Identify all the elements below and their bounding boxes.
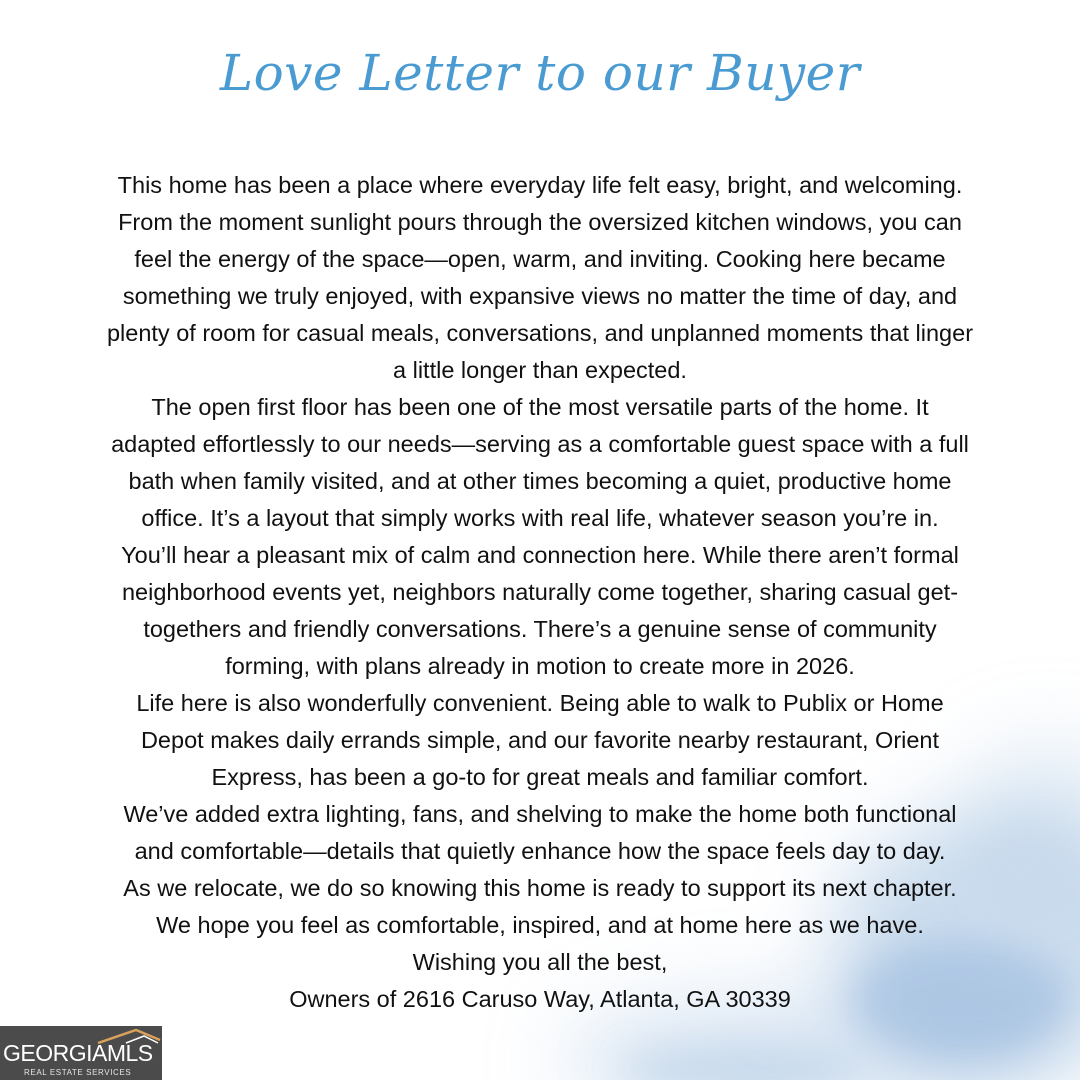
logo-wordmark-georgia: GEORGIA xyxy=(3,1040,107,1066)
letter-line: We’ve added extra lighting, fans, and shelving to make the home both functional xyxy=(123,801,957,827)
letter-line: neighborhood events yet, neighbors naturally come together, sharing casual get- xyxy=(121,579,959,605)
letter-line: We hope you feel as comfortable, inspired, and at home here as we have. xyxy=(156,912,924,938)
page-title: Love Letter to our Buyer xyxy=(219,44,861,102)
letter-line: As we relocate, we do so knowing this home is ready to support its next chapter. xyxy=(123,875,957,901)
logo-wordmark-mls: MLS xyxy=(106,1040,153,1066)
letter-line: The open first floor has been one of the most versatile parts of the home. It xyxy=(151,394,929,420)
letter-line: something we truly enjoyed, with expansive views no matter the time of day, and xyxy=(122,283,958,309)
letter-line: Express, has been a go-to for great meals and familiar comfort. xyxy=(211,764,869,790)
letter-line: office. It’s a layout that simply works with real life, whatever season you’re in. xyxy=(141,505,939,531)
letter-line: Depot makes daily errands simple, and our favorite nearby restaurant, Orient xyxy=(140,727,940,753)
logo-tagline: REAL ESTATE SERVICES xyxy=(24,1068,132,1077)
letter-line: forming, with plans already in motion to create more in 2026. xyxy=(225,653,855,679)
letter-body xyxy=(40,167,1040,1018)
letter-line: From the moment sunlight pours through the oversized kitchen windows, you can xyxy=(118,209,962,235)
letter-closing: Wishing you all the best, xyxy=(412,949,668,975)
letter-line: bath when family visited, and at other times becoming a quiet, productive home xyxy=(128,468,952,494)
letter-line: togethers and friendly conversations. There’s a genuine sense of community xyxy=(143,616,937,642)
letter-line: Life here is also wonderfully convenient. Being able to walk to Publix or Home xyxy=(136,690,944,716)
georgia-mls-logo xyxy=(0,1026,162,1080)
letter-line: feel the energy of the space—open, warm, and inviting. Cooking here became xyxy=(134,246,946,272)
letter-line: adapted effortlessly to our needs—serving as a comfortable guest space with a full xyxy=(111,431,969,457)
letter-line: plenty of room for casual meals, conversations, and unplanned moments that linger xyxy=(106,320,974,346)
letter-line: and comfortable—details that quietly enhance how the space feels day to day. xyxy=(134,838,946,864)
letter-line: You’ll hear a pleasant mix of calm and connection here. While there aren’t formal xyxy=(121,542,959,568)
letter-line: a little longer than expected. xyxy=(393,357,687,383)
logo-wordmark xyxy=(3,1040,153,1067)
letter-signature: Owners of 2616 Caruso Way, Atlanta, GA 30339 xyxy=(289,986,791,1012)
letter-line: This home has been a place where everyday life felt easy, bright, and welcoming. xyxy=(117,172,963,198)
